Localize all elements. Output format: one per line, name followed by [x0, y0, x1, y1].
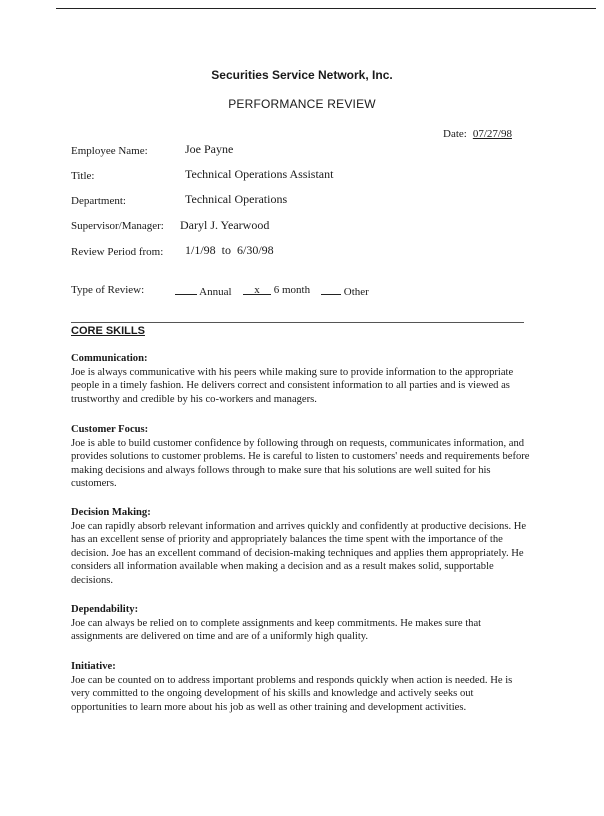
title-value: Technical Operations Assistant [185, 167, 334, 181]
supervisor-label: Supervisor/Manager: [71, 220, 164, 232]
department-label: Department: [71, 195, 126, 207]
top-rule [56, 8, 596, 9]
department-value: Technical Operations [185, 192, 288, 206]
skill-dependability [71, 603, 531, 644]
skill-text: Joe is able to build customer confidence by following through on requests, communicates information, and provides solutions to customer problems. He is careful to listen to customers' needs and requirements before making decisions and always follows through to make sure that his solutions are well suited for his customers. [71, 437, 530, 490]
date-label: Date: [443, 128, 467, 140]
skill-decision-making [71, 506, 531, 588]
company-name: Securities Service Network, Inc. [211, 68, 393, 82]
employee-name-label: Employee Name: [71, 145, 148, 157]
skill-heading: Communication: [71, 353, 148, 364]
skill-text: Joe can always be relied on to complete assignments and keep commitments. He makes sure that assignments are delivered on time and are of a uniformly high quality. [71, 617, 482, 643]
skill-text: Joe can be counted on to address important problems and responds quickly when action is needed. He is very committed to the ongoing development of his skills and knowledge and actively seeks out opportunities to learn more about his job as well as other training and development activities. [71, 674, 513, 713]
other-label: Other [343, 286, 369, 298]
review-date [443, 128, 512, 140]
skill-communication [71, 352, 531, 406]
section-divider [71, 322, 524, 323]
core-skills-heading: CORE SKILLS [71, 325, 145, 337]
skill-heading: Customer Focus: [71, 424, 149, 435]
review-type-annual [175, 284, 232, 298]
skill-initiative [71, 660, 531, 714]
review-type-label: Type of Review: [71, 284, 145, 296]
document-title: PERFORMANCE REVIEW [228, 97, 376, 111]
supervisor-value: Daryl J. Yearwood [180, 218, 270, 232]
other-blank [321, 284, 341, 295]
skill-customer-focus [71, 423, 531, 491]
title-label: Title: [71, 170, 95, 182]
six-month-mark: x [243, 284, 271, 295]
annual-label: Annual [199, 286, 232, 298]
skill-text: Joe is always communicative with his peers while making sure to provide information to the appropriate people in a timely fashion. He delivers correct and consistent information to all parties and is viewed as trustworthy and credible by his co-workers and managers. [71, 366, 514, 405]
review-type-six-month [243, 284, 310, 296]
annual-blank [175, 284, 197, 295]
skill-heading: Dependability: [71, 604, 139, 615]
review-type-other [321, 284, 369, 298]
employee-name-value: Joe Payne [185, 142, 234, 156]
review-period-label: Review Period from: [71, 246, 164, 258]
date-value: 07/27/98 [472, 128, 512, 140]
skill-heading: Decision Making: [71, 507, 151, 518]
six-month-label: 6 month [273, 284, 311, 296]
review-period-value: 1/1/98 to 6/30/98 [185, 243, 274, 257]
skill-text: Joe can rapidly absorb relevant information and arrives quickly and confidently at productive decisions. He has an excellent sense of priority and appropriately balances the time spent with the importance of the decision. Joe has an excellent command of decision-making techniques and applies them appropriately. He considers all information available when making a decision and as a result makes solid, supportable decisions. [71, 520, 527, 586]
skill-heading: Initiative: [71, 661, 116, 672]
